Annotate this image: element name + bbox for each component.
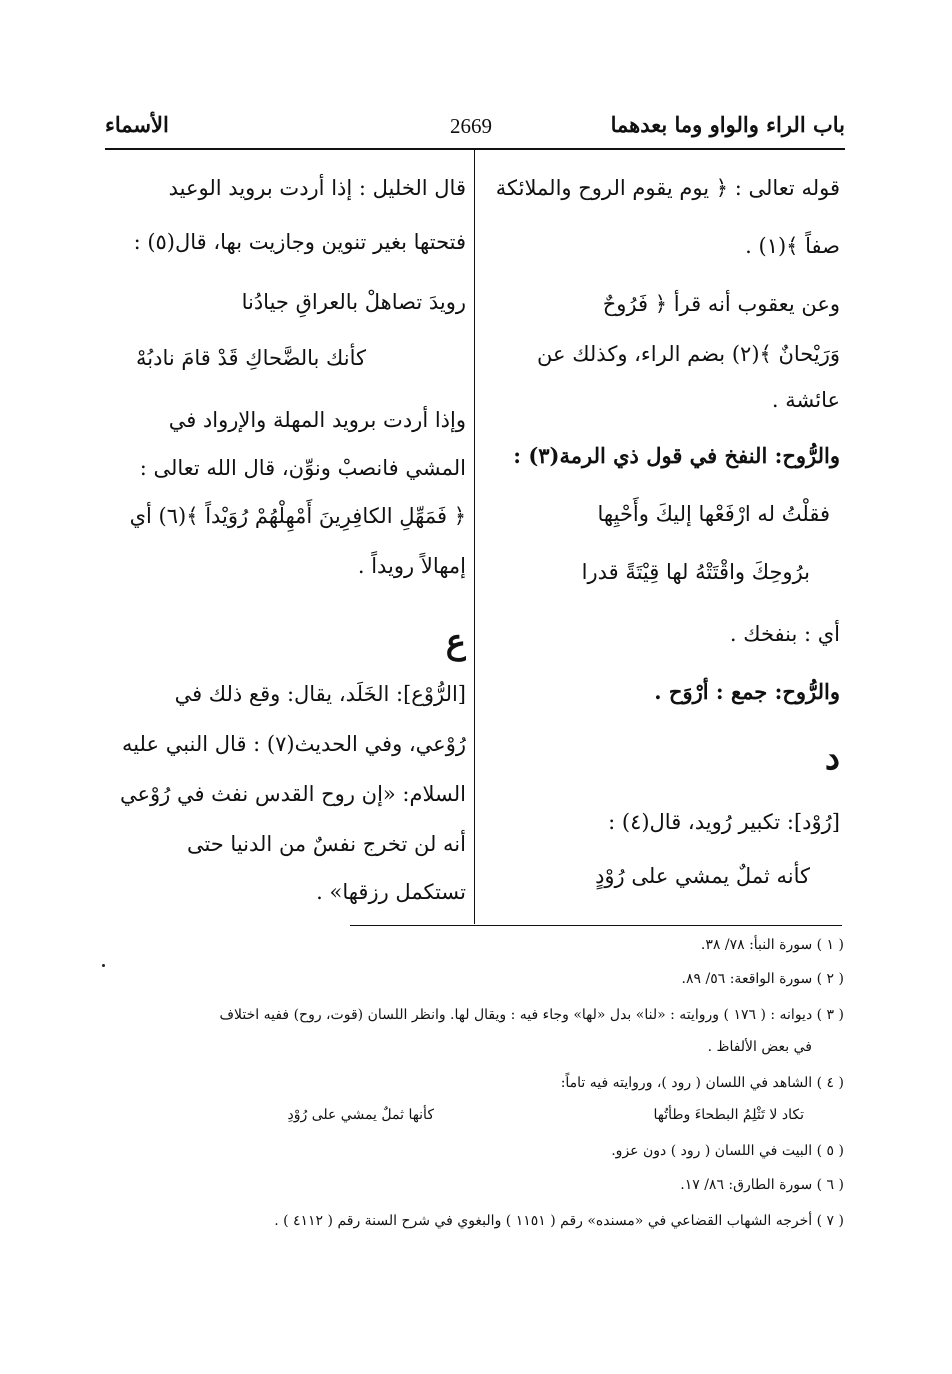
text-line: ﴿ فَمَهِّلِ الكافِرِينَ أَمْهِلْهُمْ رُوَيْداً ﴾(٦) أي — [129, 504, 466, 528]
text-line: المشي فانصبْ ونوِّن، قال الله تعالى : — [139, 456, 466, 480]
verse-line: برُوحِكَ واقْتَتْهُ لها قِيْتَةً قدرا — [581, 560, 810, 584]
text-line: السلام: «إن روح القدس نفث في رُوْعي — [119, 782, 466, 806]
text-line: رُوْعي، وفي الحديث(٧) : قال النبي عليه — [121, 732, 466, 756]
page-header — [105, 108, 845, 142]
verse-line: فقلْتُ له ارْفَعْها إليكَ وأَحْيِها — [597, 502, 830, 526]
text-line: أي : بنفخك . — [729, 622, 840, 646]
text-line: وعن يعقوب أنه قرأ ﴿ فَرُوحٌ — [602, 292, 840, 316]
footnote: في بعض الألفاظ . — [707, 1039, 812, 1055]
text-line: صفاً ﴾(١) . — [745, 234, 840, 258]
verse-line: كأنك بالضَّحاكِ قَدْ قامَ نادبُهْ — [136, 346, 366, 370]
text-line: والرُّوح: النفخ في قول ذي الرمة(٣) : — [513, 443, 840, 468]
footnote: ( ١ ) سورة النبأ: ٧٨/ ٣٨. — [700, 937, 844, 953]
text-line: تستكمل رزقها» . — [316, 880, 466, 904]
footnote: ( ٦ ) سورة الطارق: ٨٦/ ١٧. — [680, 1177, 844, 1193]
text-line: قوله تعالى : ﴿ يوم يقوم الروح والملائكة — [495, 176, 840, 200]
section-title: الأسماء — [105, 112, 169, 137]
entry-heading: [الرُّوْع]: الخَلَد، يقال: وقع ذلك في — [174, 682, 466, 706]
footnote: ( ٤ ) الشاهد في اللسان ( رود )، وروايته فيه تاماً: — [560, 1075, 844, 1091]
verse-line: كأنه ثملٌ يمشي على رُوْدٍ — [595, 864, 810, 888]
text-line: أنه لن تخرج نفسٌ من الدنيا حتى — [186, 832, 466, 856]
text-line: إمهالاً رويداً . — [357, 554, 466, 578]
letter-heading: ع — [445, 622, 466, 662]
footnote-rule — [350, 925, 842, 926]
text-line: فتحتها بغير تنوين وجازيت بها، قال(٥) : — [133, 230, 466, 254]
text-line: والرُّوح: جمع : أرْوَح . — [654, 679, 840, 704]
footnote: ( ٢ ) سورة الواقعة: ٥٦/ ٨٩. — [681, 971, 844, 987]
entry-heading: [رُوْد]: تكبير رُويد، قال(٤) : — [608, 810, 840, 834]
column-divider — [474, 150, 475, 924]
page-number: 2669 — [450, 114, 492, 138]
header-rule — [105, 148, 845, 150]
verse-line: رويدَ تصاهلْ بالعراقِ جيادُنا — [241, 290, 466, 314]
text-line: قال الخليل : إذا أردت برويد الوعيد — [168, 176, 466, 200]
footnote-verse: تكاد لا تَثْلِمُ البطحاءَ وطأتُها — [653, 1107, 804, 1123]
text-line: وإذا أردت برويد المهلة والإرواد في — [168, 408, 466, 432]
scan-speck — [102, 964, 105, 967]
letter-heading: د — [824, 738, 840, 778]
footnote: ( ٥ ) البيت في اللسان ( رود ) دون عزو. — [611, 1143, 844, 1159]
text-line: عائشة . — [771, 388, 840, 412]
chapter-title: باب الراء والواو وما بعدهما — [610, 112, 845, 137]
footnote-verse: كأنها ثملٌ يمشي على رُوْدِ — [287, 1107, 434, 1123]
text-line: وَرَيْحانٌ ﴾(٢) بضم الراء، وكذلك عن — [537, 342, 840, 366]
footnote: ( ٣ ) ديوانه : ( ١٧٦ ) وروايته : «لنا» بدل «لها» وجاء فيه : ويقال لها. وانظر اللسان (قوت، روح) ففيه اختلاف — [219, 1007, 844, 1023]
footnote: ( ٧ ) أخرجه الشهاب القضاعي في «مسنده» رقم ( ١١٥١ ) والبغوي في شرح السنة رقم ( ٤١١٢ ) . — [274, 1213, 844, 1229]
